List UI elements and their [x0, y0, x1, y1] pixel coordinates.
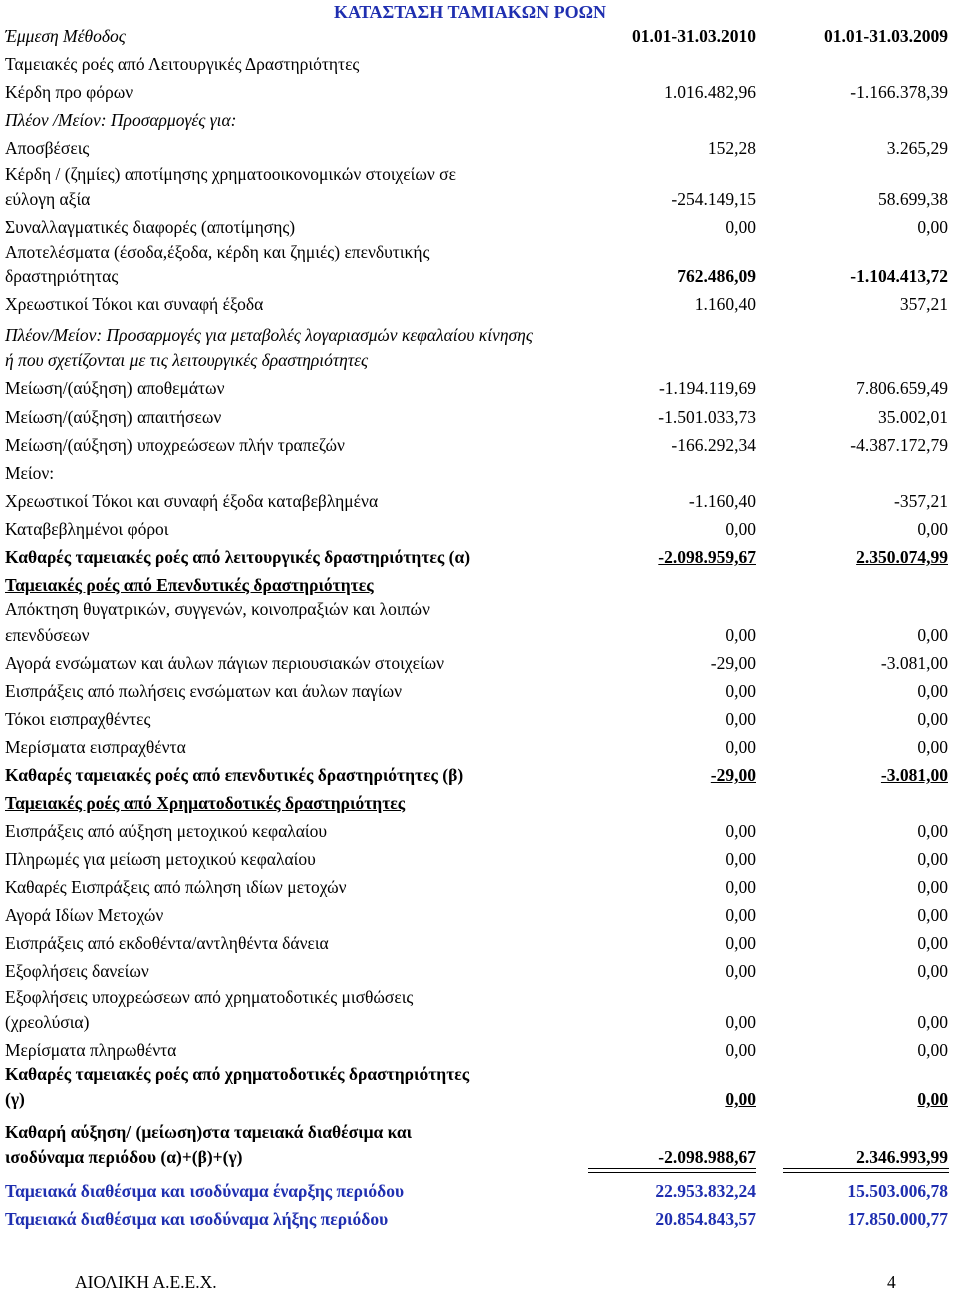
- method-label: Έμμεση Μέθοδος: [5, 26, 126, 46]
- footer-page-number: 4: [887, 1272, 896, 1292]
- statement-title: ΚΑΤΑΣΤΑΣΗ ΤΑΜΙΑΚΩΝ ΡΟΩΝ: [333, 2, 607, 22]
- double-underline-2009: [783, 1168, 949, 1173]
- double-underline-2010: [588, 1168, 756, 1173]
- period-2009-header: 01.01-31.03.2009: [824, 26, 948, 46]
- footer-company: ΑΙΟΛΙΚΗ Α.Ε.Ε.Χ.: [75, 1272, 217, 1292]
- period-2010-header: 01.01-31.03.2010: [632, 26, 756, 46]
